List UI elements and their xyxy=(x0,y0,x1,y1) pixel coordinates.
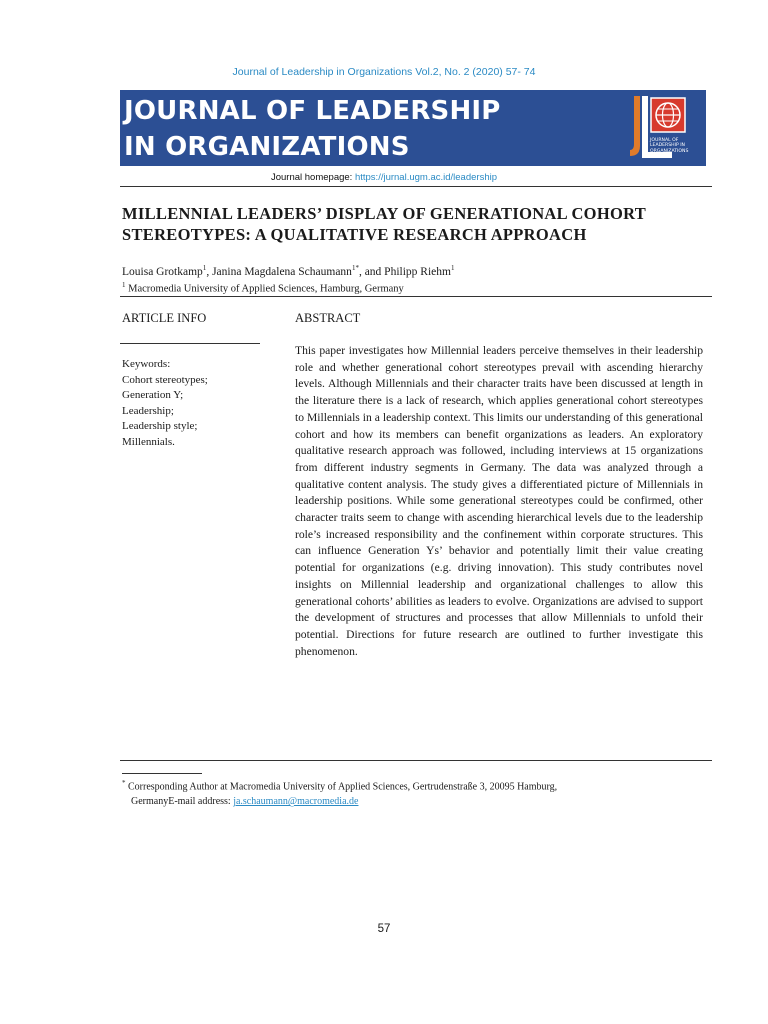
journal-homepage xyxy=(0,172,768,183)
author-affiliation-marker: 1* xyxy=(351,264,359,272)
paper-title xyxy=(122,203,712,245)
corresponding-email-link[interactable]: ja.schaumann@macromedia.de xyxy=(233,796,359,808)
abstract-text: This paper investigates how Millennial leaders perceive themselves in their leadership role and whether generational cohort stereotypes prevail with ascending hierarchy levels. Although Millennials and their character traits have been discussed at length in the literature there is a lack of research, which applies generational cohort stereotypes to Millennials in a leadership context. This limits our understanding of this generational cohort and how its members can benefit organizations as leaders. An exploratory qualitative research approach was followed, including interviews at 15 organizations from different industry segments in Germany. The data was analyzed through a qualitative content analysis. The study gives a differentiated picture of Millennials in leadership positions. While some generational stereotypes could be confirmed, other character traits seem to change with ascending hierarchical levels due to the leadership role’s increased responsibility and the confinement within corporate structures. This can influence Generation Ys’ behavior and potentially limit their value creating potential for organizations (e.g. driving innovation). This study contributes novel insights on Millennial leadership and organizational challenges to allow this generational cohorts’ abilities as leaders to evolve. Organizations are advised to support the development of structures and processes that allow Millennials to unfold their potential. Directions for future research are outlined to further investigate this phenomenon. xyxy=(295,344,703,658)
affiliation-marker: 1 xyxy=(122,281,126,289)
keywords-block xyxy=(122,357,257,450)
keyword-item: Leadership; xyxy=(122,404,174,417)
journal-banner-title xyxy=(124,93,501,165)
author-separator: , xyxy=(206,265,213,278)
page-number: 57 xyxy=(377,923,391,935)
banner-title-line-1: JOURNAL OF LEADERSHIP xyxy=(124,96,501,126)
affiliation xyxy=(122,281,404,295)
footnote-email-label: GermanyE-mail address: xyxy=(131,796,234,808)
keyword-item: Leadership style; xyxy=(122,420,198,432)
keyword-item: Generation Y; xyxy=(122,389,184,401)
abstract-heading: ABSTRACT xyxy=(295,311,361,325)
author-affiliation-marker: 1 xyxy=(202,264,207,272)
journal-citation: Journal of Leadership in Organizations Vol.2, No. 2 (2020) 57- 74 xyxy=(232,66,536,78)
author-list xyxy=(122,264,454,278)
author-affiliation-marker: 1 xyxy=(450,264,455,272)
keyword-item: Cohort stereotypes; xyxy=(122,373,208,386)
article-info-divider xyxy=(120,343,260,344)
author-name: Janina Magdalena Schaumann xyxy=(212,265,352,278)
journal-banner xyxy=(120,90,706,166)
logo-letters: JL xyxy=(626,94,627,95)
author-separator: , and xyxy=(358,265,385,278)
footnote-marker: * xyxy=(122,779,126,787)
section-divider xyxy=(120,296,712,297)
banner-title-line-2: IN ORGANIZATIONS xyxy=(124,132,410,162)
footnote-divider xyxy=(122,773,202,774)
author-name: Philipp Riehm xyxy=(384,265,451,278)
homepage-label: Journal homepage: xyxy=(270,172,355,183)
corresponding-author-footnote xyxy=(122,776,712,809)
keyword-item: Millennials. xyxy=(122,435,175,448)
header-divider xyxy=(120,186,712,187)
paper-title-line-2: STEREOTYPES: A QUALITATIVE RESEARCH APPROACH xyxy=(122,225,587,244)
footnote-text: Corresponding Author at Macromedia University of Applied Sciences, Gertrudenstraße 3, 20095 Hamburg, xyxy=(125,781,558,793)
abstract-bottom-divider xyxy=(120,760,712,761)
keywords-label: Keywords: xyxy=(122,358,171,370)
affiliation-text: Macromedia University of Applied Sciences, Hamburg, Germany xyxy=(125,283,404,295)
author-name: Louisa Grotkamp xyxy=(122,265,203,278)
paper-title-line-1: MILLENNIAL LEADERS’ DISPLAY OF GENERATIONAL COHORT xyxy=(122,204,647,223)
logo-caption: JOURNAL OF LEADERSHIP IN ORGANIZATIONS xyxy=(650,138,689,154)
article-info-heading: ARTICLE INFO xyxy=(122,311,207,325)
homepage-link[interactable]: https://jurnal.ugm.ac.id/leadership xyxy=(354,172,498,183)
